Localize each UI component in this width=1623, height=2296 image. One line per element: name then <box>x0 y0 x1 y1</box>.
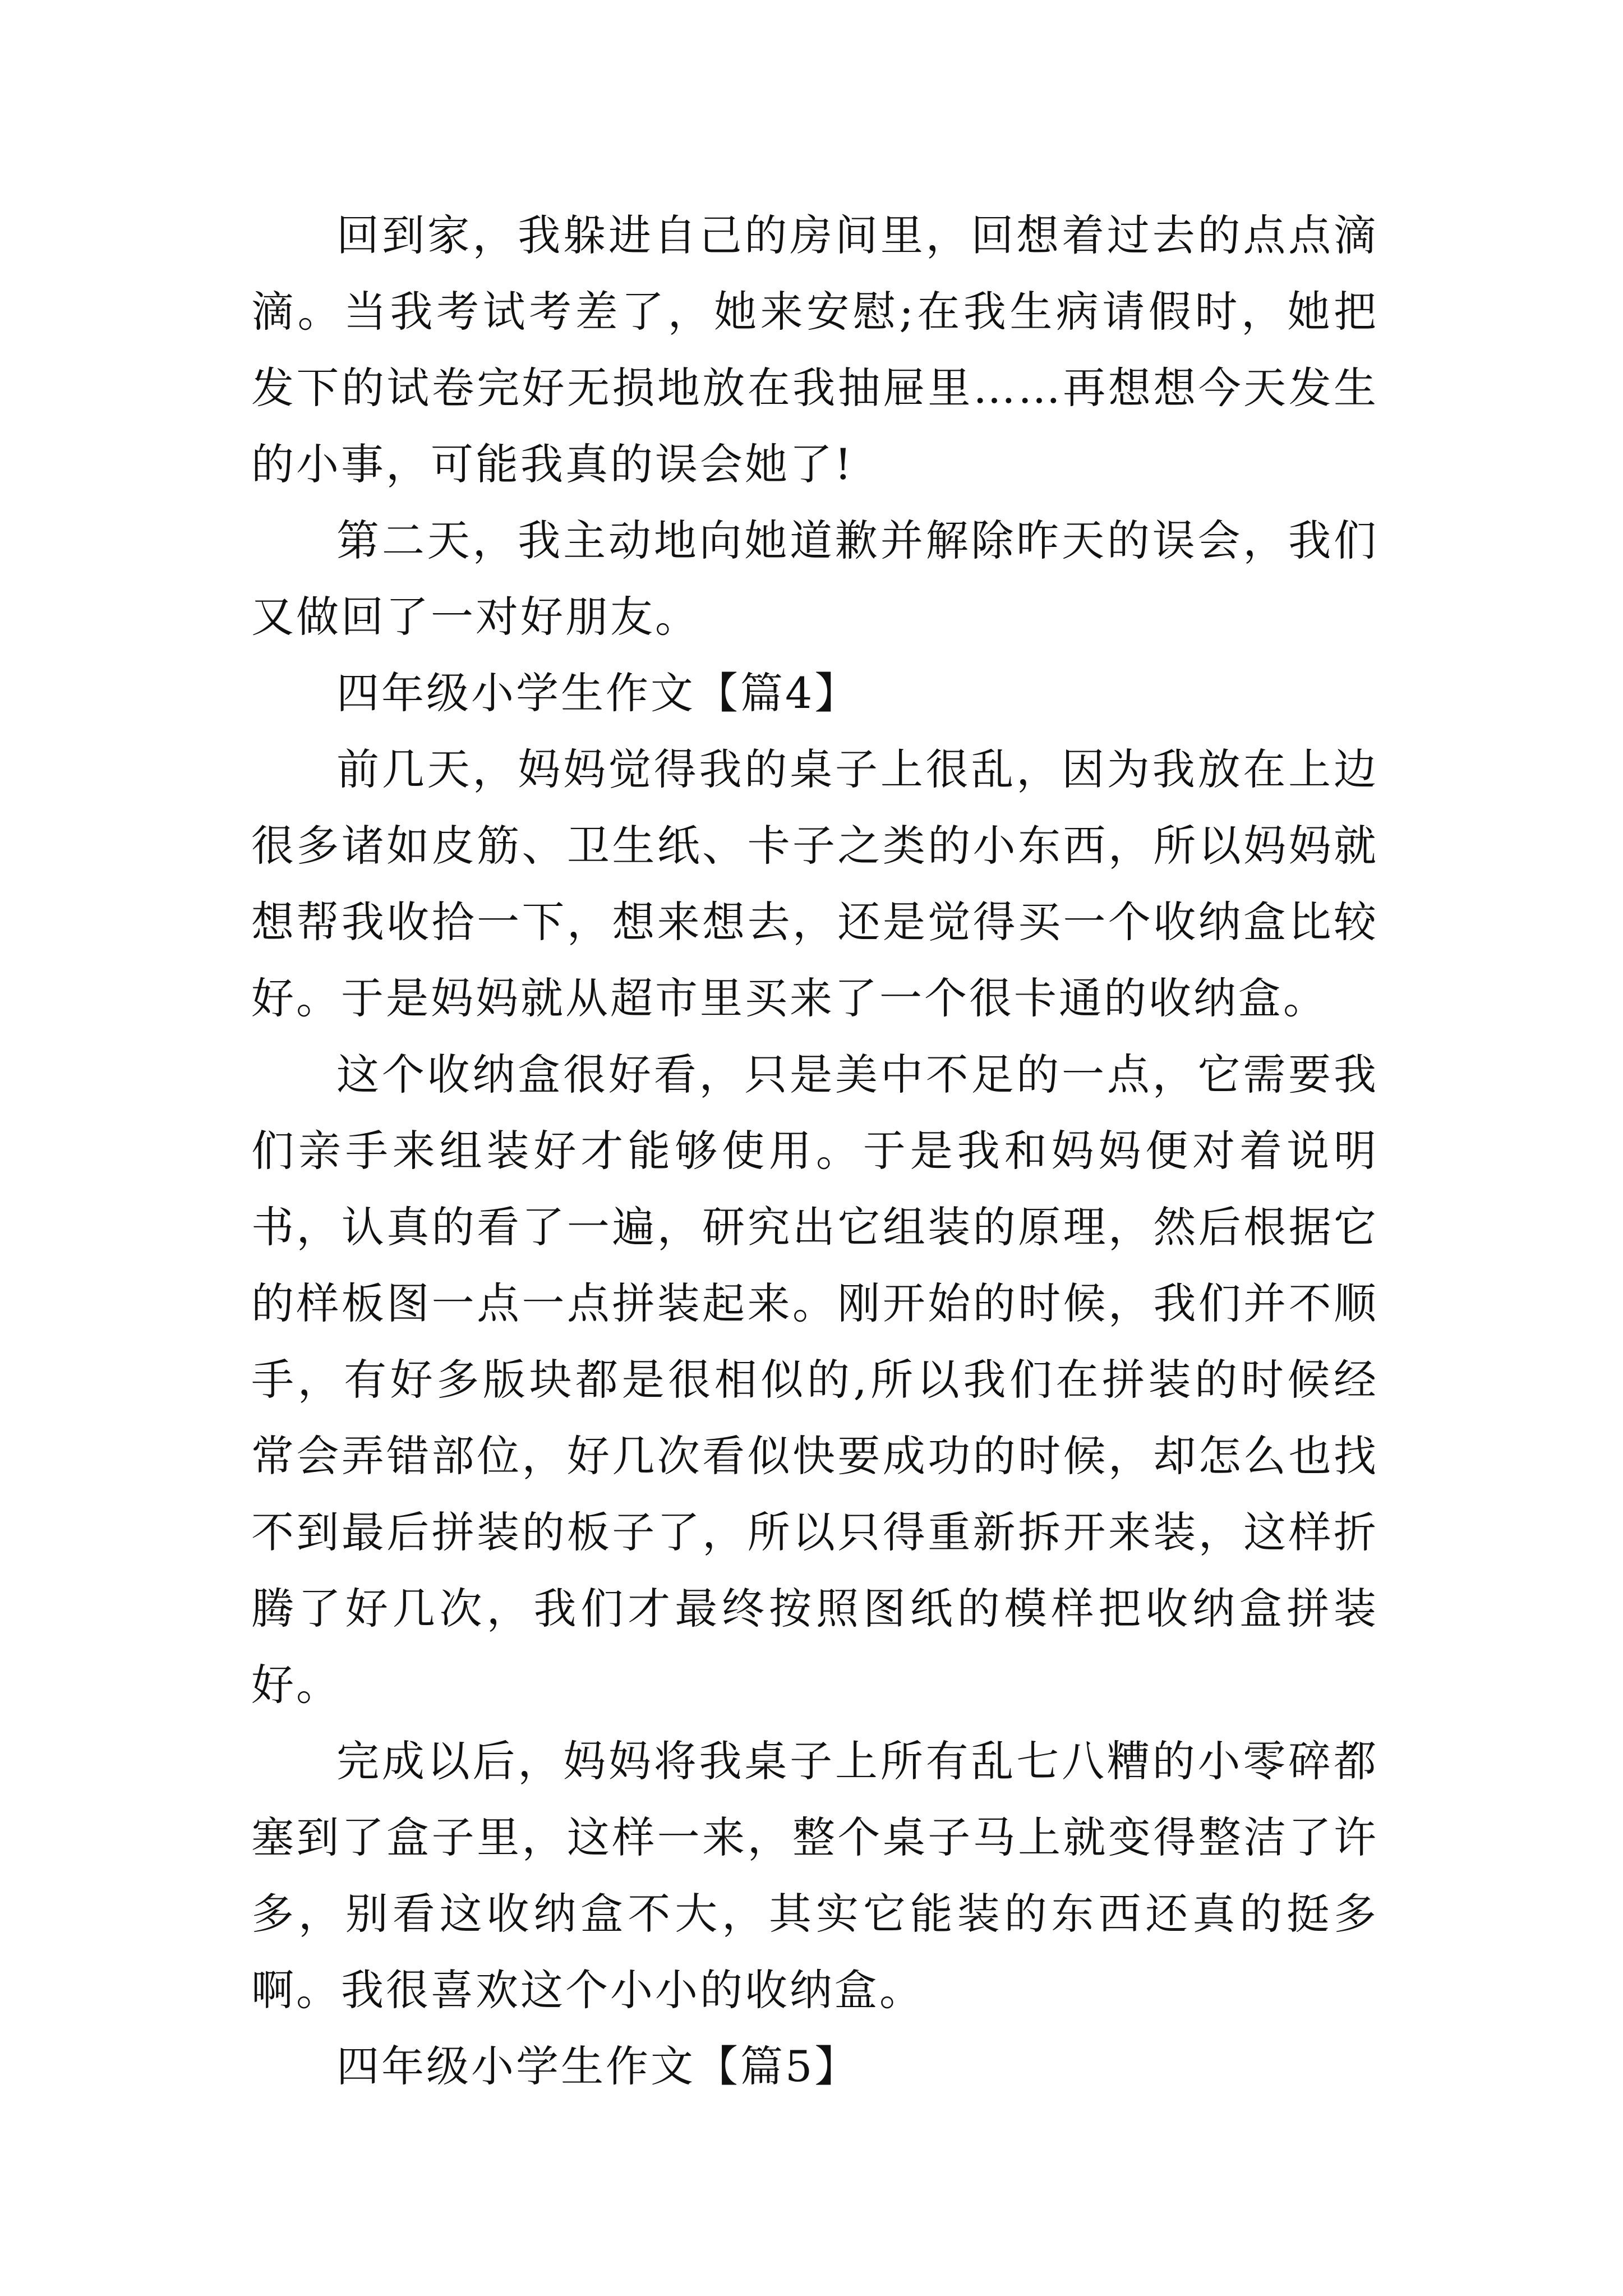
paragraph: 前几天，妈妈觉得我的桌子上很乱，因为我放在上边很多诸如皮筋、卫生纸、卡子之类的小东西，所以妈妈就想帮我收拾一下，想来想去，还是觉得买一个收纳盒比较好。于是妈妈就从超市里买来了一个很卡通的收纳盒。 <box>251 744 1378 1023</box>
paragraph: 这个收纳盒很好看，只是美中不足的一点，它需要我们亲手来组装好才能够使用。于是我和妈妈便对着说明书，认真的看了一遍，研究出它组装的原理，然后根据它的样板图一点一点拼装起来。刚开始的时候，我们并不顺手，有好多版块都是很相似的,所以我们在拼装的时候经常会弄错部位，好几次看似快要成功的时候，却怎么也找不到最后拼装的板子了，所以只得重新拆开来装，这样折腾了好几次，我们才最终按照图纸的模样把收纳盒拼装好。 <box>251 1050 1378 1710</box>
document-body <box>251 197 1378 2105</box>
section-heading: 四年级小学生作文【篇5】 <box>336 2041 860 2091</box>
paragraph: 回到家，我躲进自己的房间里，回想着过去的点点滴滴。当我考试考差了，她来安慰;在我生病请假时，她把发下的试卷完好无损地放在我抽屉里……再想想今天发生的小事，可能我真的误会她了! <box>251 210 1378 489</box>
section-heading: 四年级小学生作文【篇4】 <box>336 668 860 718</box>
paragraph: 完成以后，妈妈将我桌子上所有乱七八糟的小零碎都塞到了盒子里，这样一来，整个桌子马上就变得整洁了许多，别看这收纳盒不大，其实它能装的东西还真的挺多啊。我很喜欢这个小小的收纳盒。 <box>251 1736 1378 2015</box>
paragraph: 第二天，我主动地向她道歉并解除昨天的误会，我们又做回了一对好朋友。 <box>251 516 1378 642</box>
